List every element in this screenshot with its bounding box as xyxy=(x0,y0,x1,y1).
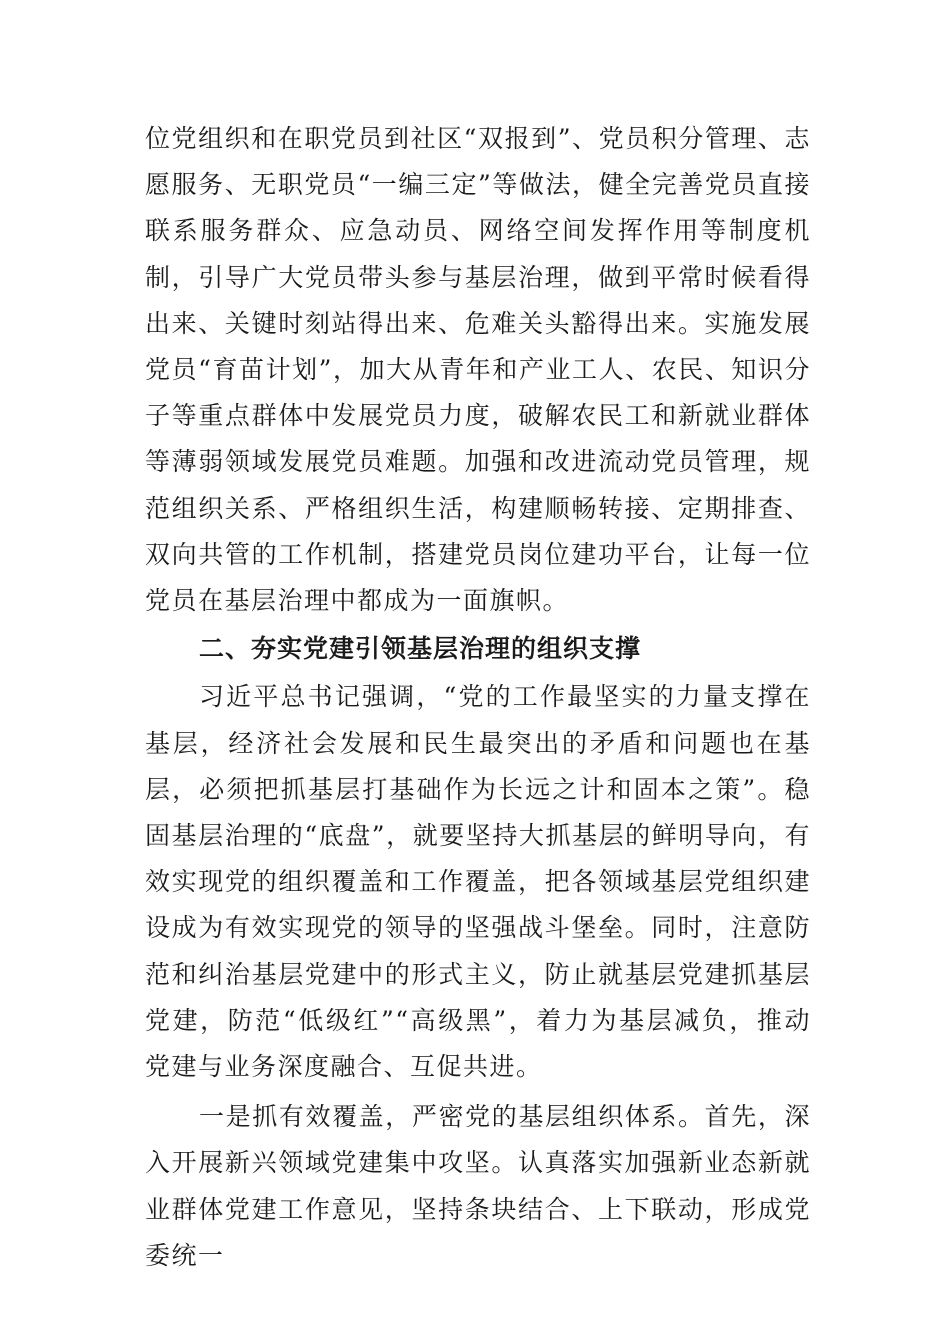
paragraph-2: 习近平总书记强调，“党的工作最坚实的力量支撑在基层，经济社会发展和民生最突出的矛盾和问题也在基层，必须把抓基层打基础作为长远之计和固本之策”。稳固基层治理的“底盘”，就要坚持大抓基层的鲜明导向，有效实现党的组织覆盖和工作覆盖，把各领域基层党组织建设成为有效实现党的领导的坚强战斗堡垒。同时，注意防范和纠治基层党建中的形式主义，防止就基层党建抓基层党建，防范“低级红”“高级黑”，着力为基层减负，推动党建与业务深度融合、互促共进。 xyxy=(145,682,811,1082)
document-body xyxy=(145,116,811,1279)
section-heading: 二、夯实党建引领基层治理的组织支撑 xyxy=(199,634,642,664)
paragraph-3: 一是抓有效覆盖，严密党的基层组织体系。首先，深入开展新兴领域党建集中攻坚。认真落实加强新业态新就业群体党建工作意见，坚持条块结合、上下联动，形成党委统一 xyxy=(145,1102,811,1270)
paragraph-1: 位党组织和在职党员到社区“双报到”、党员积分管理、志愿服务、无职党员“一编三定”等做法，健全完善党员直接联系服务群众、应急动员、网络空间发挥作用等制度机制，引导广大党员带头参与基层治理，做到平常时候看得出来、关键时刻站得出来、危难关头豁得出来。实施发展党员“育苗计划”，加大从青年和产业工人、农民、知识分子等重点群体中发展党员力度，破解农民工和新就业群体等薄弱领域发展党员难题。加强和改进流动党员管理，规范组织关系、严格组织生活，构建顺畅转接、定期排查、双向共管的工作机制，搭建党员岗位建功平台，让每一位党员在基层治理中都成为一面旗帜。 xyxy=(145,124,811,616)
